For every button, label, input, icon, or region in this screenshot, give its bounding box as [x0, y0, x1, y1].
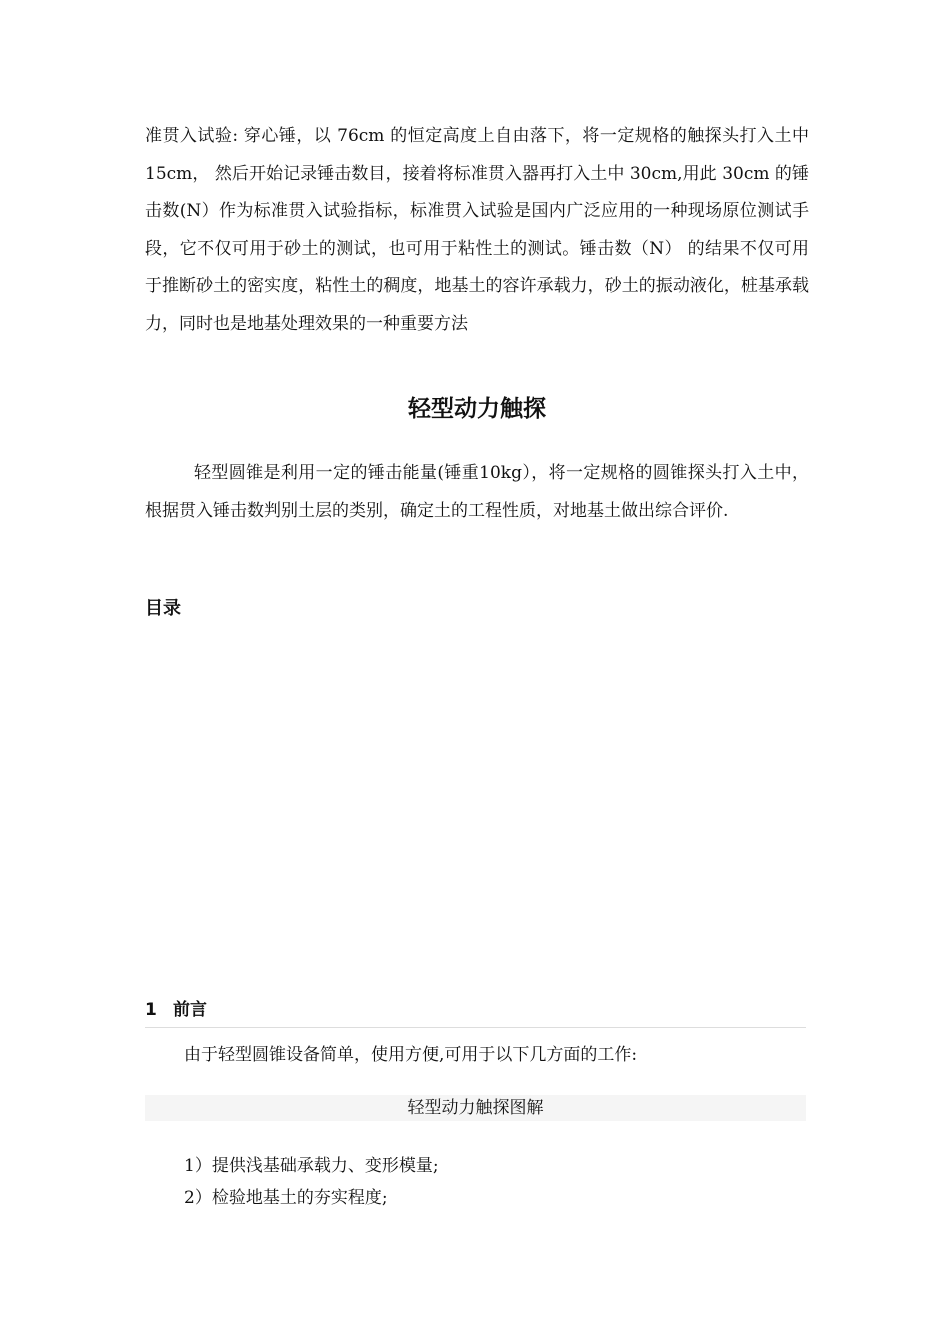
toc-title: 目录	[145, 598, 181, 619]
section-title: 前言	[173, 1000, 207, 1020]
light-probe-heading: 轻型动力触探	[408, 396, 546, 422]
section-paragraph: 由于轻型圆锥设备简单，使用方便,可用于以下几方面的工作:	[184, 1045, 638, 1065]
section-heading	[145, 995, 806, 1028]
list-item: 1）提供浅基础承载力、变形模量;	[184, 1156, 439, 1176]
intro-paragraph: 准贯入试验: 穿心锤，以 76cm 的恒定高度上自由落下，将一定规格的触探头打入土中 15cm， 然后开始记录锤击数目，接着将标准贯入器再打入土中 30cm,用此 30cm 的锤 击数(N）作为标准贯入试验指标，标准贯入试验是国内广泛应用的一种现场原位测试手段，它不仅可用于砂土的测试，也可用于粘性土的测试。锤击数（N） 的结果不仅可用于推断砂土的密实度，粘性土的稠度，地基土的容许承载力，砂土的振动液化，桩基承载力，同时也是地基处理效果的一种重要方法	[145, 126, 809, 334]
list-item: 2）检验地基土的夯实程度;	[184, 1188, 388, 1208]
light-probe-paragraph: 轻型圆锥是利用一定的锤击能量(锤重10kg），将一定规格的圆锥探头打入土中，根据贯入锤击数判别土层的类别，确定土的工程性质，对地基土做出综合评价.	[145, 463, 809, 521]
section-number: 1	[145, 1000, 157, 1020]
usage-list	[184, 1152, 804, 1216]
figure-caption: 轻型动力触探图解	[145, 1095, 806, 1121]
